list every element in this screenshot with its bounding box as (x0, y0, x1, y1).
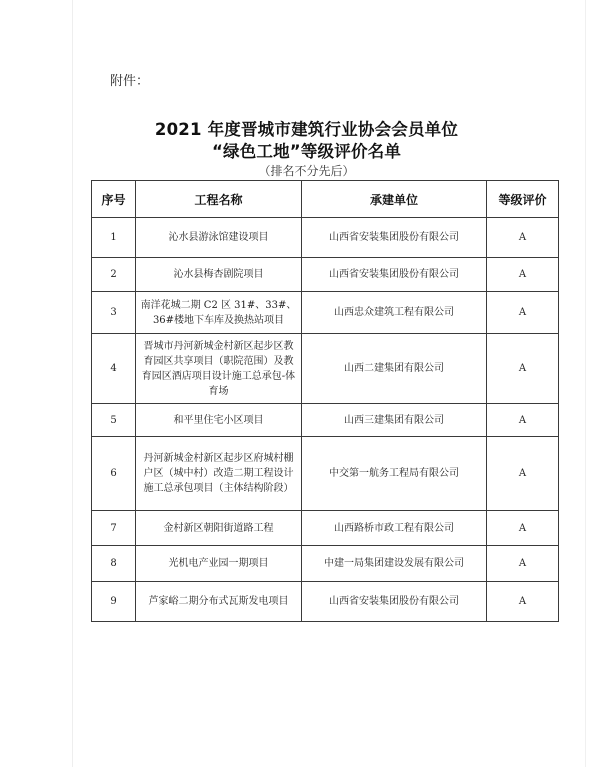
table-header-row (92, 181, 559, 218)
contractor-name: 中建一局集团建设发展有限公司 (302, 546, 487, 582)
contractor-name: 中交第一航务工程局有限公司 (302, 437, 487, 511)
table-row (92, 437, 559, 511)
table-row (92, 404, 559, 437)
header-grade: 等级评价 (487, 181, 559, 218)
attachment-label: 附件： (110, 74, 150, 89)
header-contractor: 承建单位 (302, 181, 487, 218)
project-name: 金村新区朝阳街道路工程 (136, 511, 302, 546)
grade-value: A (487, 292, 559, 334)
row-number: 8 (92, 546, 136, 582)
table-row (92, 258, 559, 292)
contractor-name: 山西省安装集团股份有限公司 (302, 218, 487, 258)
grade-value: A (487, 511, 559, 546)
document-title-line-1: 2021 年度晋城市建筑行业协会会员单位 (154, 120, 459, 139)
table-row (92, 582, 559, 622)
contractor-name: 山西三建集团有限公司 (302, 404, 487, 437)
row-number: 9 (92, 582, 136, 622)
row-number: 3 (92, 292, 136, 334)
project-name: 光机电产业园一期项目 (136, 546, 302, 582)
project-name: 沁水县梅杏剧院项目 (136, 258, 302, 292)
row-number: 5 (92, 404, 136, 437)
evaluation-table (91, 180, 559, 622)
document-title-line-2: “绿色工地”等级评价名单 (211, 142, 402, 161)
project-name: 南洋花城二期 C2 区 31#、33#、36#楼地下车库及换热站项目 (136, 292, 302, 334)
row-number: 1 (92, 218, 136, 258)
header-project-name: 工程名称 (136, 181, 302, 218)
contractor-name: 山西二建集团有限公司 (302, 334, 487, 404)
table-row (92, 292, 559, 334)
grade-value: A (487, 404, 559, 437)
contractor-name: 山西省安装集团股份有限公司 (302, 582, 487, 622)
grade-value: A (487, 546, 559, 582)
grade-value: A (487, 334, 559, 404)
table-row (92, 218, 559, 258)
grade-value: A (487, 437, 559, 511)
grade-value: A (487, 218, 559, 258)
table-row (92, 546, 559, 582)
contractor-name: 山西忠众建筑工程有限公司 (302, 292, 487, 334)
row-number: 2 (92, 258, 136, 292)
project-name: 晋城市丹河新城金村新区起步区教育园区共享项目（职院范围）及教育园区酒店项目设计施工总承包-体育场 (136, 334, 302, 404)
header-number: 序号 (92, 181, 136, 218)
grade-value: A (487, 258, 559, 292)
project-name: 沁水县游泳馆建设项目 (136, 218, 302, 258)
project-name: 和平里住宅小区项目 (136, 404, 302, 437)
row-number: 4 (92, 334, 136, 404)
project-name: 芦家峪二期分布式瓦斯发电项目 (136, 582, 302, 622)
table-row (92, 511, 559, 546)
project-name: 丹河新城金村新区起步区府城村棚户区（城中村）改造二期工程设计施工总承包项目（主体结构阶段） (136, 437, 302, 511)
contractor-name: 山西省安装集团股份有限公司 (302, 258, 487, 292)
row-number: 6 (92, 437, 136, 511)
row-number: 7 (92, 511, 136, 546)
table-row (92, 334, 559, 404)
contractor-name: 山西路桥市政工程有限公司 (302, 511, 487, 546)
grade-value: A (487, 582, 559, 622)
document-subtitle: （排名不分先后） (258, 164, 355, 178)
